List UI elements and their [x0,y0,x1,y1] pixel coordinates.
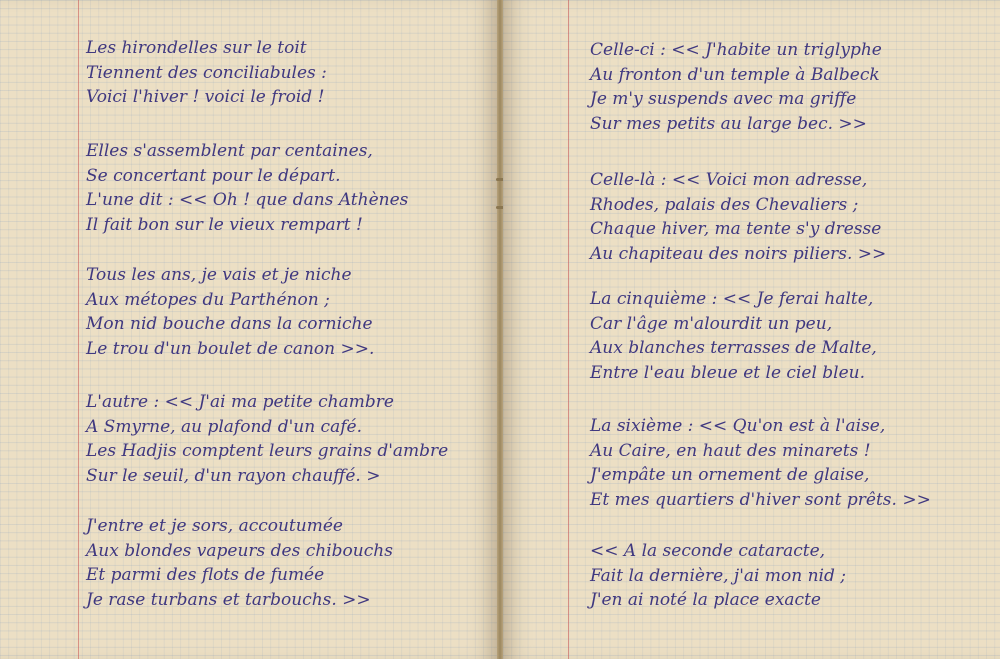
verse-line: Voici l'hiver ! voici le froid ! [86,87,325,108]
verse-line: Se concertant pour le départ. [86,165,341,186]
left-stanza-1 [86,36,327,110]
verse-line: J'en ai noté la place exacte [590,590,821,611]
verse-line: Fait la dernière, j'ai mon nid ; [590,565,846,586]
right-stanza-2 [590,168,886,266]
verse-line: Sur mes petits au large bec. >> [590,113,867,134]
verse-line: Au Caire, en haut des minarets ! [590,440,871,461]
verse-line: Je m'y suspends avec ma griffe [590,89,857,110]
verse-line: Aux métopes du Parthénon ; [86,289,330,310]
verse-line: Et parmi des flots de fumée [86,565,325,586]
verse-line: Celle-là : << Voici mon adresse, [590,170,868,190]
right-stanza-1 [590,38,882,136]
verse-line: J'empâte un ornement de glaise, [590,465,870,486]
verse-line: Mon nid bouche dans la corniche [86,314,373,335]
verse-line: La sixième : << Qu'on est à l'aise, [590,416,886,436]
verse-line: Tiennent des conciliabules : [86,62,327,83]
verse-line: Je rase turbans et tarbouchs. >> [86,589,371,610]
verse-line: Aux blondes vapeurs des chibouchs [86,540,393,561]
verse-line: Rhodes, palais des Chevaliers ; [590,194,859,215]
verse-line: Tous les ans, je vais et je niche [86,265,352,285]
right-stanza-5 [590,539,846,613]
left-stanza-4 [86,390,448,488]
verse-line: Car l'âge m'alourdit un peu, [590,313,833,334]
left-stanza-2 [86,139,408,237]
verse-line: Chaque hiver, ma tente s'y dresse [590,219,882,240]
verse-line: A Smyrne, au plafond d'un café. [86,416,362,437]
verse-line: Elles s'assemblent par centaines, [86,141,373,161]
right-margin-rule [568,0,569,659]
verse-line: L'autre : << J'ai ma petite chambre [86,392,394,412]
right-stanza-4 [590,414,931,512]
verse-line: Entre l'eau bleue et le ciel bleu. [590,362,866,383]
verse-line: Le trou d'un boulet de canon >>. [86,338,375,359]
verse-line: Aux blanches terrasses de Malte, [590,338,877,359]
verse-line: Au fronton d'un temple à Balbeck [590,64,880,85]
verse-line: Et mes quartiers d'hiver sont prêts. >> [590,489,931,510]
verse-line: Les hirondelles sur le toit [86,38,307,58]
verse-line: Sur le seuil, d'un rayon chauffé. > [86,465,381,486]
verse-line: J'entre et je sors, accoutumée [86,516,343,536]
verse-line: La cinquième : << Je ferai halte, [590,289,874,309]
left-stanza-3 [86,263,374,361]
right-stanza-3 [590,287,877,385]
verse-line: << A la seconde cataracte, [590,541,826,561]
verse-line: L'une dit : << Oh ! que dans Athènes [86,190,409,211]
verse-line: Il fait bon sur le vieux rempart ! [86,214,363,235]
verse-line: Au chapiteau des noirs piliers. >> [590,243,887,264]
verse-line: Celle-ci : << J'habite un triglyphe [590,40,882,60]
verse-line: Les Hadjis comptent leurs grains d'ambre [86,441,449,462]
left-margin-rule [78,0,79,659]
left-stanza-5 [86,514,393,612]
